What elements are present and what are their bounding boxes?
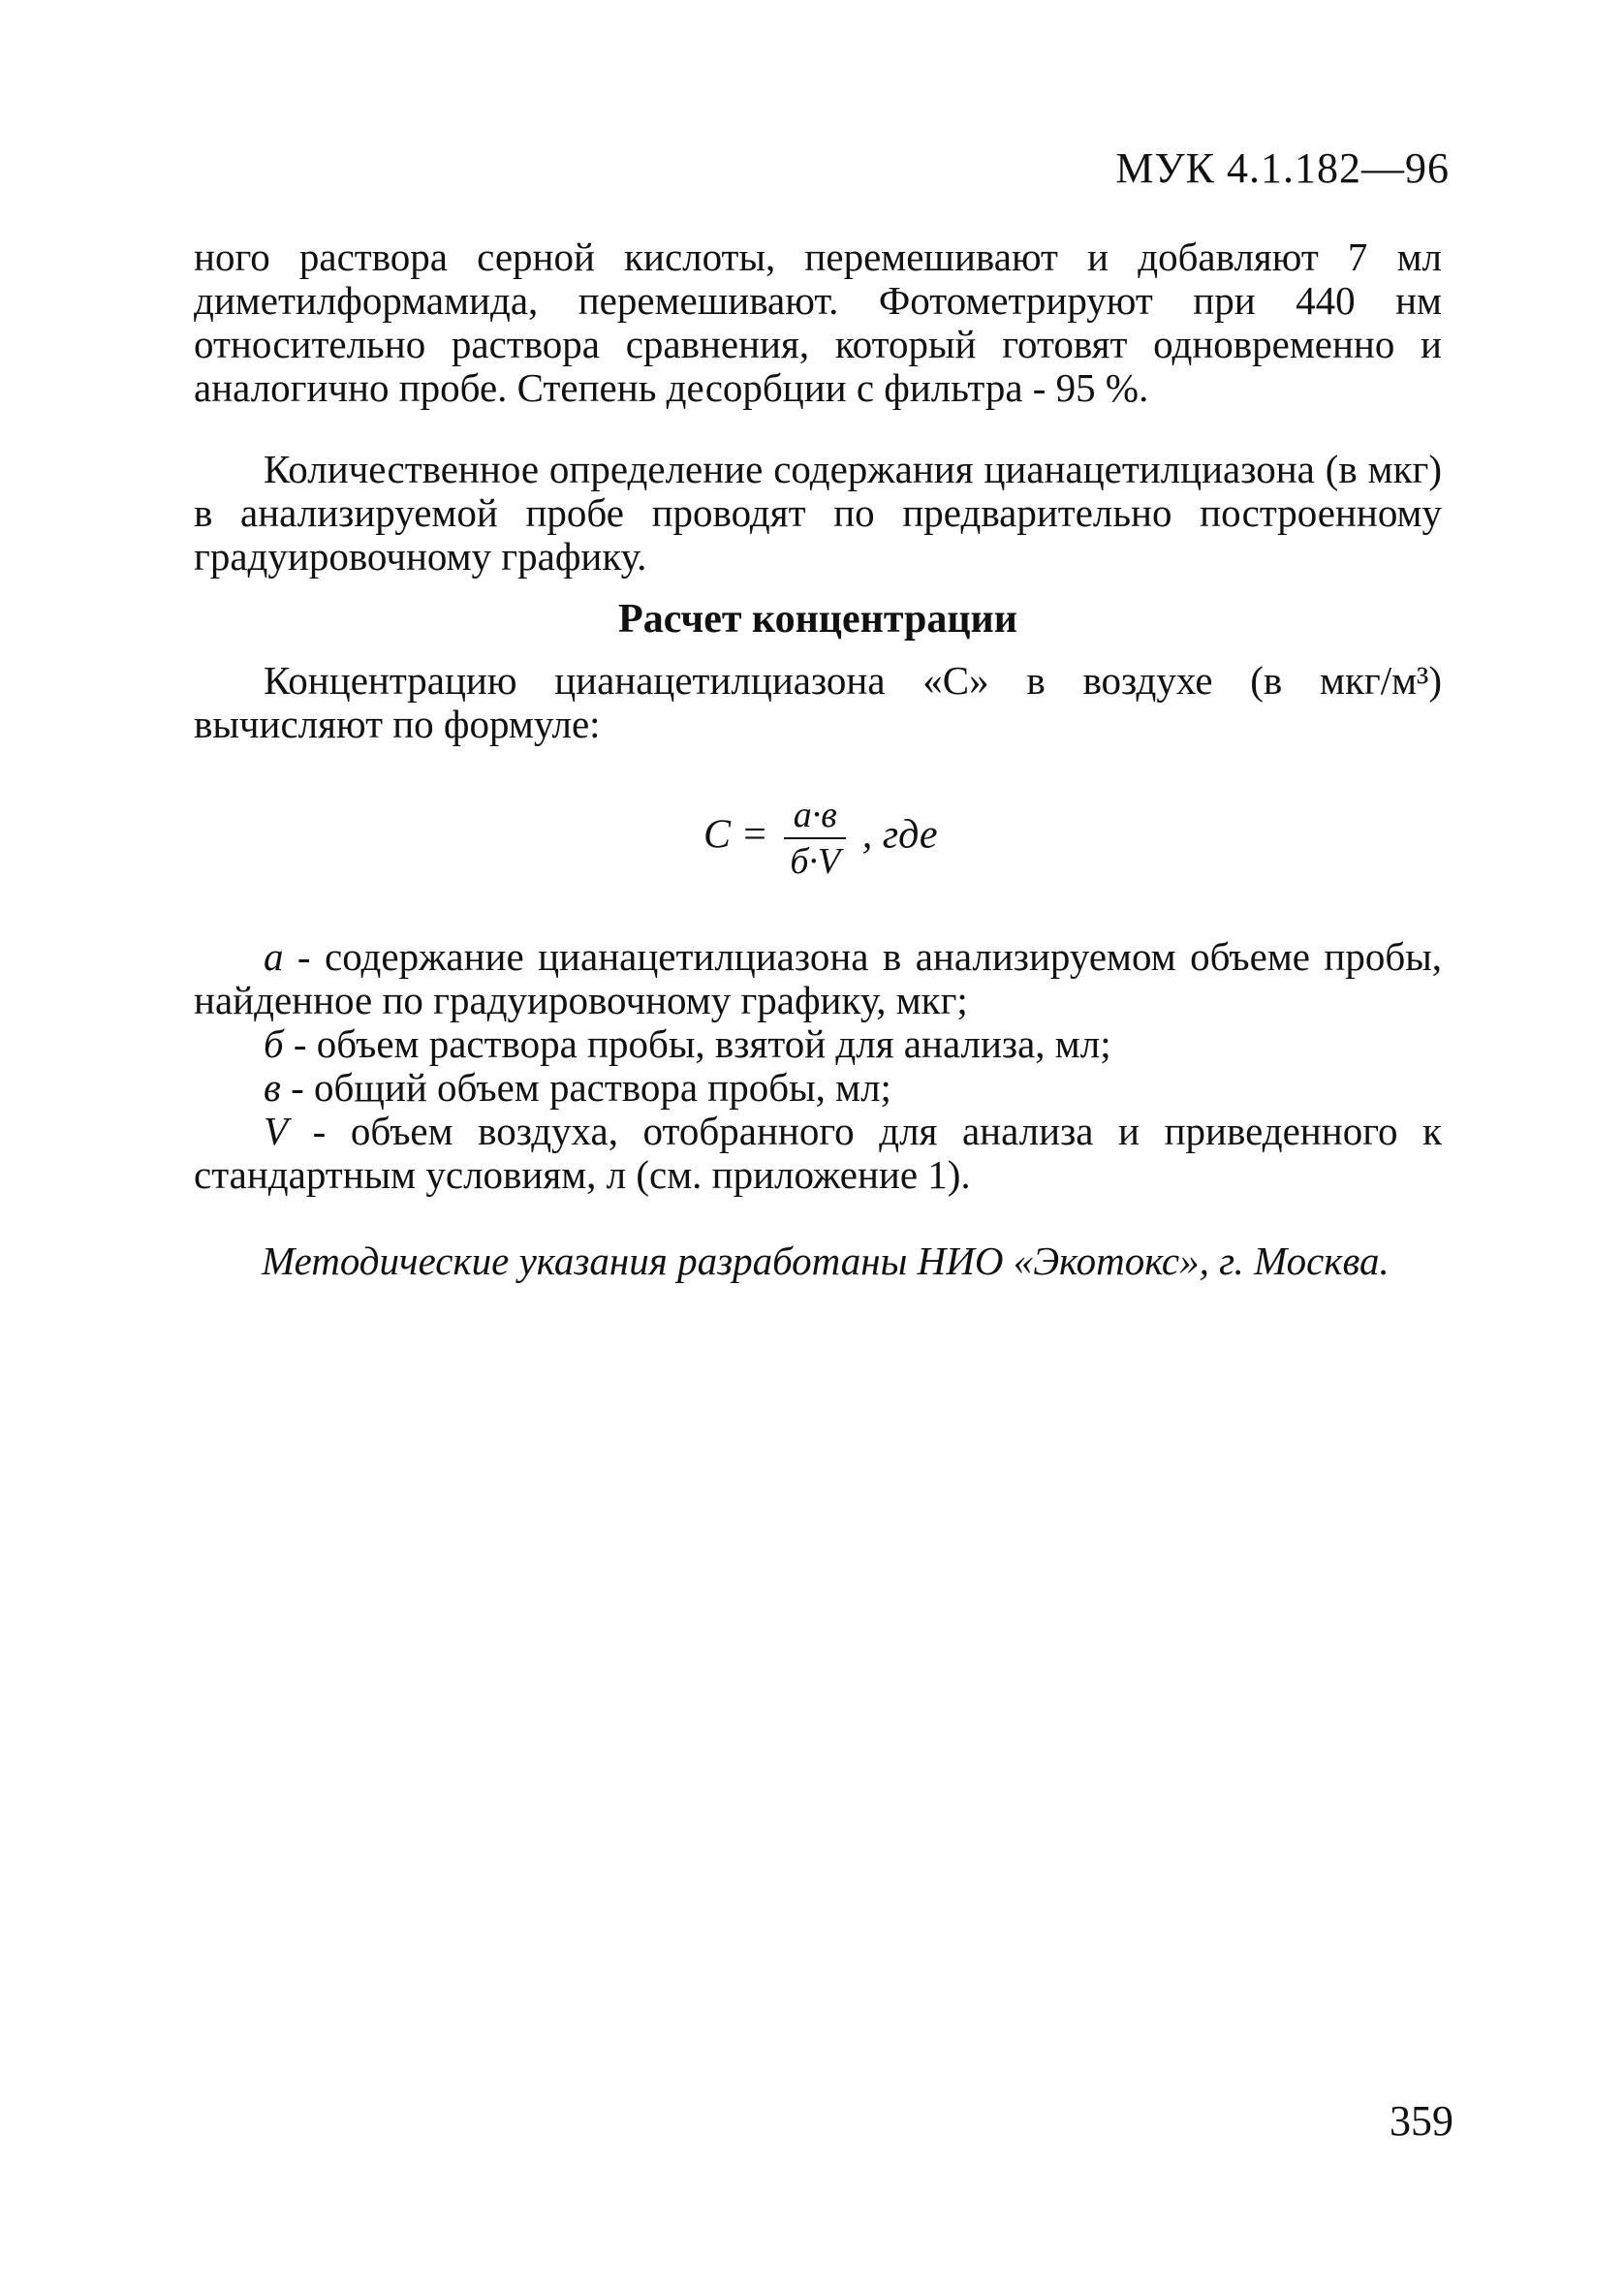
authorship-note: Методические указания разработаны НИО «Экотокс», г. Москва. — [262, 1239, 1390, 1283]
formula-lhs: C = — [703, 812, 768, 858]
definition-volume — [194, 1110, 1442, 1197]
definition-text: - объем воздуха, отобранного для анализа и приведенного к стандартным условиям, л (см. приложение 1). — [194, 1109, 1442, 1197]
definition-a — [194, 935, 1442, 1022]
variable-definitions — [194, 935, 1442, 1197]
formula-fraction — [784, 793, 846, 884]
definition-text: - содержание цианацетилциазона в анализируемом объеме пробы, найденное по градуировочному графику, мкг; — [194, 934, 1442, 1022]
definition-symbol: б — [264, 1021, 284, 1066]
formula-numerator: a·в — [784, 793, 846, 839]
definition-symbol: в — [264, 1065, 281, 1110]
page-number: 359 — [1390, 2097, 1453, 2145]
formula-denominator: б·V — [790, 841, 841, 882]
definition-b — [194, 1022, 1442, 1066]
concentration-formula — [703, 793, 937, 884]
paragraph-3: Концентрацию цианацетилциазона «C» в воздухе (в мкг/м³) вычисляют по формуле: — [194, 658, 1442, 746]
definition-text: - объем раствора пробы, взятой для анализа, мл; — [283, 1021, 1111, 1066]
paragraph-2: Количественное определение содержания цианацетилциазона (в мкг) в анализируемой пробе проводят по предварительно построенному градуировочному графику. — [194, 447, 1442, 579]
definition-v — [194, 1066, 1442, 1110]
document-code-header: МУК 4.1.182—96 — [1115, 144, 1450, 192]
formula-suffix: , где — [861, 812, 938, 858]
paragraph-1: ного раствора серной кислоты, перемешивают и добавляют 7 мл диметилформамида, перемешивают. Фотометрируют при 440 нм относительно раствора сравнения, который готовят одновременно и аналогично пробе. Степень десорбции с фильтра - 95 %. — [194, 235, 1442, 410]
definition-text: - общий объем раствора пробы, мл; — [280, 1065, 891, 1110]
section-heading: Расчет концентрации — [618, 597, 1017, 642]
definition-symbol: V — [264, 1109, 289, 1153]
definition-symbol: а — [264, 934, 284, 979]
